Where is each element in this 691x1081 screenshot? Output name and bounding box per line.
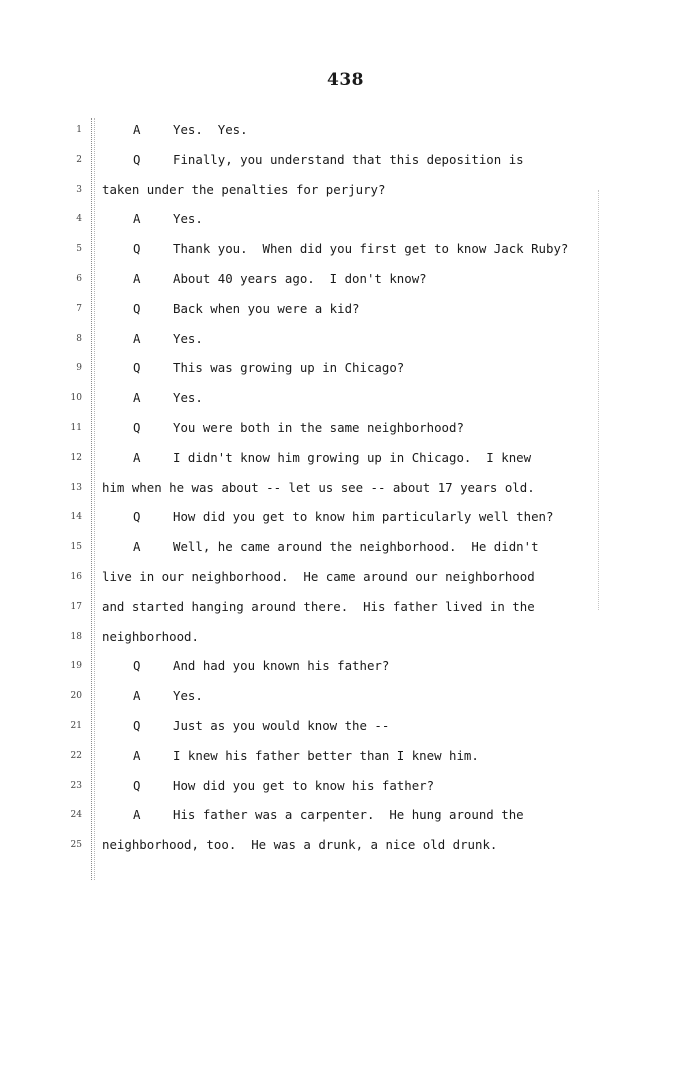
transcript-line — [0, 774, 691, 804]
transcript-line — [0, 654, 691, 684]
speaker-label: A — [133, 539, 141, 555]
line-text: His father was a carpenter. He hung around the — [173, 807, 524, 823]
transcript-line — [0, 207, 691, 237]
line-number: 13 — [70, 482, 82, 493]
line-text: and started hanging around there. His father lived in the — [102, 598, 535, 614]
speaker-label: A — [133, 211, 141, 227]
line-number: 1 — [76, 125, 82, 135]
line-number: 19 — [70, 661, 82, 672]
speaker-label: A — [133, 270, 141, 286]
speaker-label: A — [133, 330, 141, 346]
line-number: 16 — [70, 571, 82, 582]
line-text: live in our neighborhood. He came around our neighborhood — [102, 568, 535, 584]
transcript-line — [0, 446, 691, 476]
speaker-label: A — [133, 688, 141, 704]
speaker-label: A — [133, 807, 141, 823]
line-number: 6 — [76, 273, 82, 284]
speaker-label: Q — [133, 777, 141, 793]
line-text: Yes. — [173, 330, 203, 346]
transcript-line — [0, 595, 691, 625]
speaker-label: A — [133, 449, 141, 465]
line-number: 4 — [76, 214, 82, 225]
line-number: 10 — [70, 393, 82, 404]
speaker-label: Q — [133, 658, 141, 674]
line-text: I knew his father better than I knew him. — [173, 747, 479, 763]
transcript-line — [0, 535, 691, 565]
line-text: Finally, you understand that this deposition is — [173, 151, 524, 167]
speaker-label: Q — [133, 360, 141, 376]
transcript-line — [0, 684, 691, 714]
speaker-label: Q — [133, 717, 141, 733]
line-number: 24 — [70, 810, 82, 821]
transcript-line — [0, 297, 691, 327]
line-text: Well, he came around the neighborhood. He didn't — [173, 539, 539, 555]
speaker-label: Q — [133, 151, 141, 167]
speaker-label: Q — [133, 419, 141, 435]
line-number: 7 — [76, 303, 82, 314]
transcript-line — [0, 118, 691, 148]
line-number: 25 — [70, 840, 82, 851]
transcript-line — [0, 267, 691, 297]
line-number: 3 — [76, 184, 82, 195]
line-number: 23 — [70, 780, 82, 791]
speaker-label: A — [133, 122, 141, 137]
transcript-line — [0, 237, 691, 267]
line-number: 17 — [70, 601, 82, 612]
transcript-line — [0, 833, 691, 863]
transcript-line — [0, 505, 691, 535]
speaker-label: A — [133, 747, 141, 763]
line-text: taken under the penalties for perjury? — [102, 181, 386, 197]
transcript-body — [0, 118, 691, 863]
transcript-line — [0, 476, 691, 506]
line-text: him when he was about -- let us see -- about 17 years old. — [102, 479, 535, 495]
line-text: Yes. — [173, 390, 203, 406]
line-number: 11 — [70, 422, 82, 433]
line-text: You were both in the same neighborhood? — [173, 419, 464, 435]
transcript-line — [0, 744, 691, 774]
line-text: Yes. Yes. — [173, 122, 248, 137]
transcript-line — [0, 386, 691, 416]
speaker-label: Q — [133, 241, 141, 257]
line-text: Yes. — [173, 211, 203, 227]
line-text: neighborhood. — [102, 628, 199, 644]
transcript-line — [0, 178, 691, 208]
transcript-line — [0, 565, 691, 595]
line-number: 20 — [70, 691, 82, 702]
speaker-label: Q — [133, 509, 141, 525]
transcript-line — [0, 148, 691, 178]
line-text: And had you known his father? — [173, 658, 390, 674]
speaker-label: A — [133, 390, 141, 406]
line-text: Thank you. When did you first get to know Jack Ruby? — [173, 241, 569, 257]
transcript-line — [0, 625, 691, 655]
line-number: 2 — [76, 154, 82, 165]
transcript-line — [0, 327, 691, 357]
line-number: 8 — [76, 333, 82, 344]
line-number: 21 — [70, 720, 82, 731]
line-text: How did you get to know him particularly well then? — [173, 509, 554, 525]
line-text: I didn't know him growing up in Chicago. I knew — [173, 449, 532, 465]
line-text: Yes. — [173, 688, 203, 704]
line-number: 14 — [70, 512, 82, 523]
transcript-line — [0, 803, 691, 833]
line-text: neighborhood, too. He was a drunk, a nice old drunk. — [102, 837, 498, 853]
transcript-line — [0, 416, 691, 446]
line-text: About 40 years ago. I don't know? — [173, 270, 427, 286]
line-text: Back when you were a kid? — [173, 300, 360, 316]
line-number: 22 — [70, 750, 82, 761]
speaker-label: Q — [133, 300, 141, 316]
transcript-line — [0, 356, 691, 386]
line-number: 15 — [70, 542, 82, 553]
line-text: How did you get to know his father? — [173, 777, 435, 793]
line-number: 9 — [76, 363, 82, 374]
transcript-line — [0, 714, 691, 744]
line-number: 12 — [70, 452, 82, 463]
page-number: 438 — [327, 70, 364, 90]
line-text: This was growing up in Chicago? — [173, 360, 405, 376]
line-number: 5 — [76, 244, 82, 255]
line-number: 18 — [70, 631, 82, 642]
line-text: Just as you would know the -- — [173, 717, 390, 733]
